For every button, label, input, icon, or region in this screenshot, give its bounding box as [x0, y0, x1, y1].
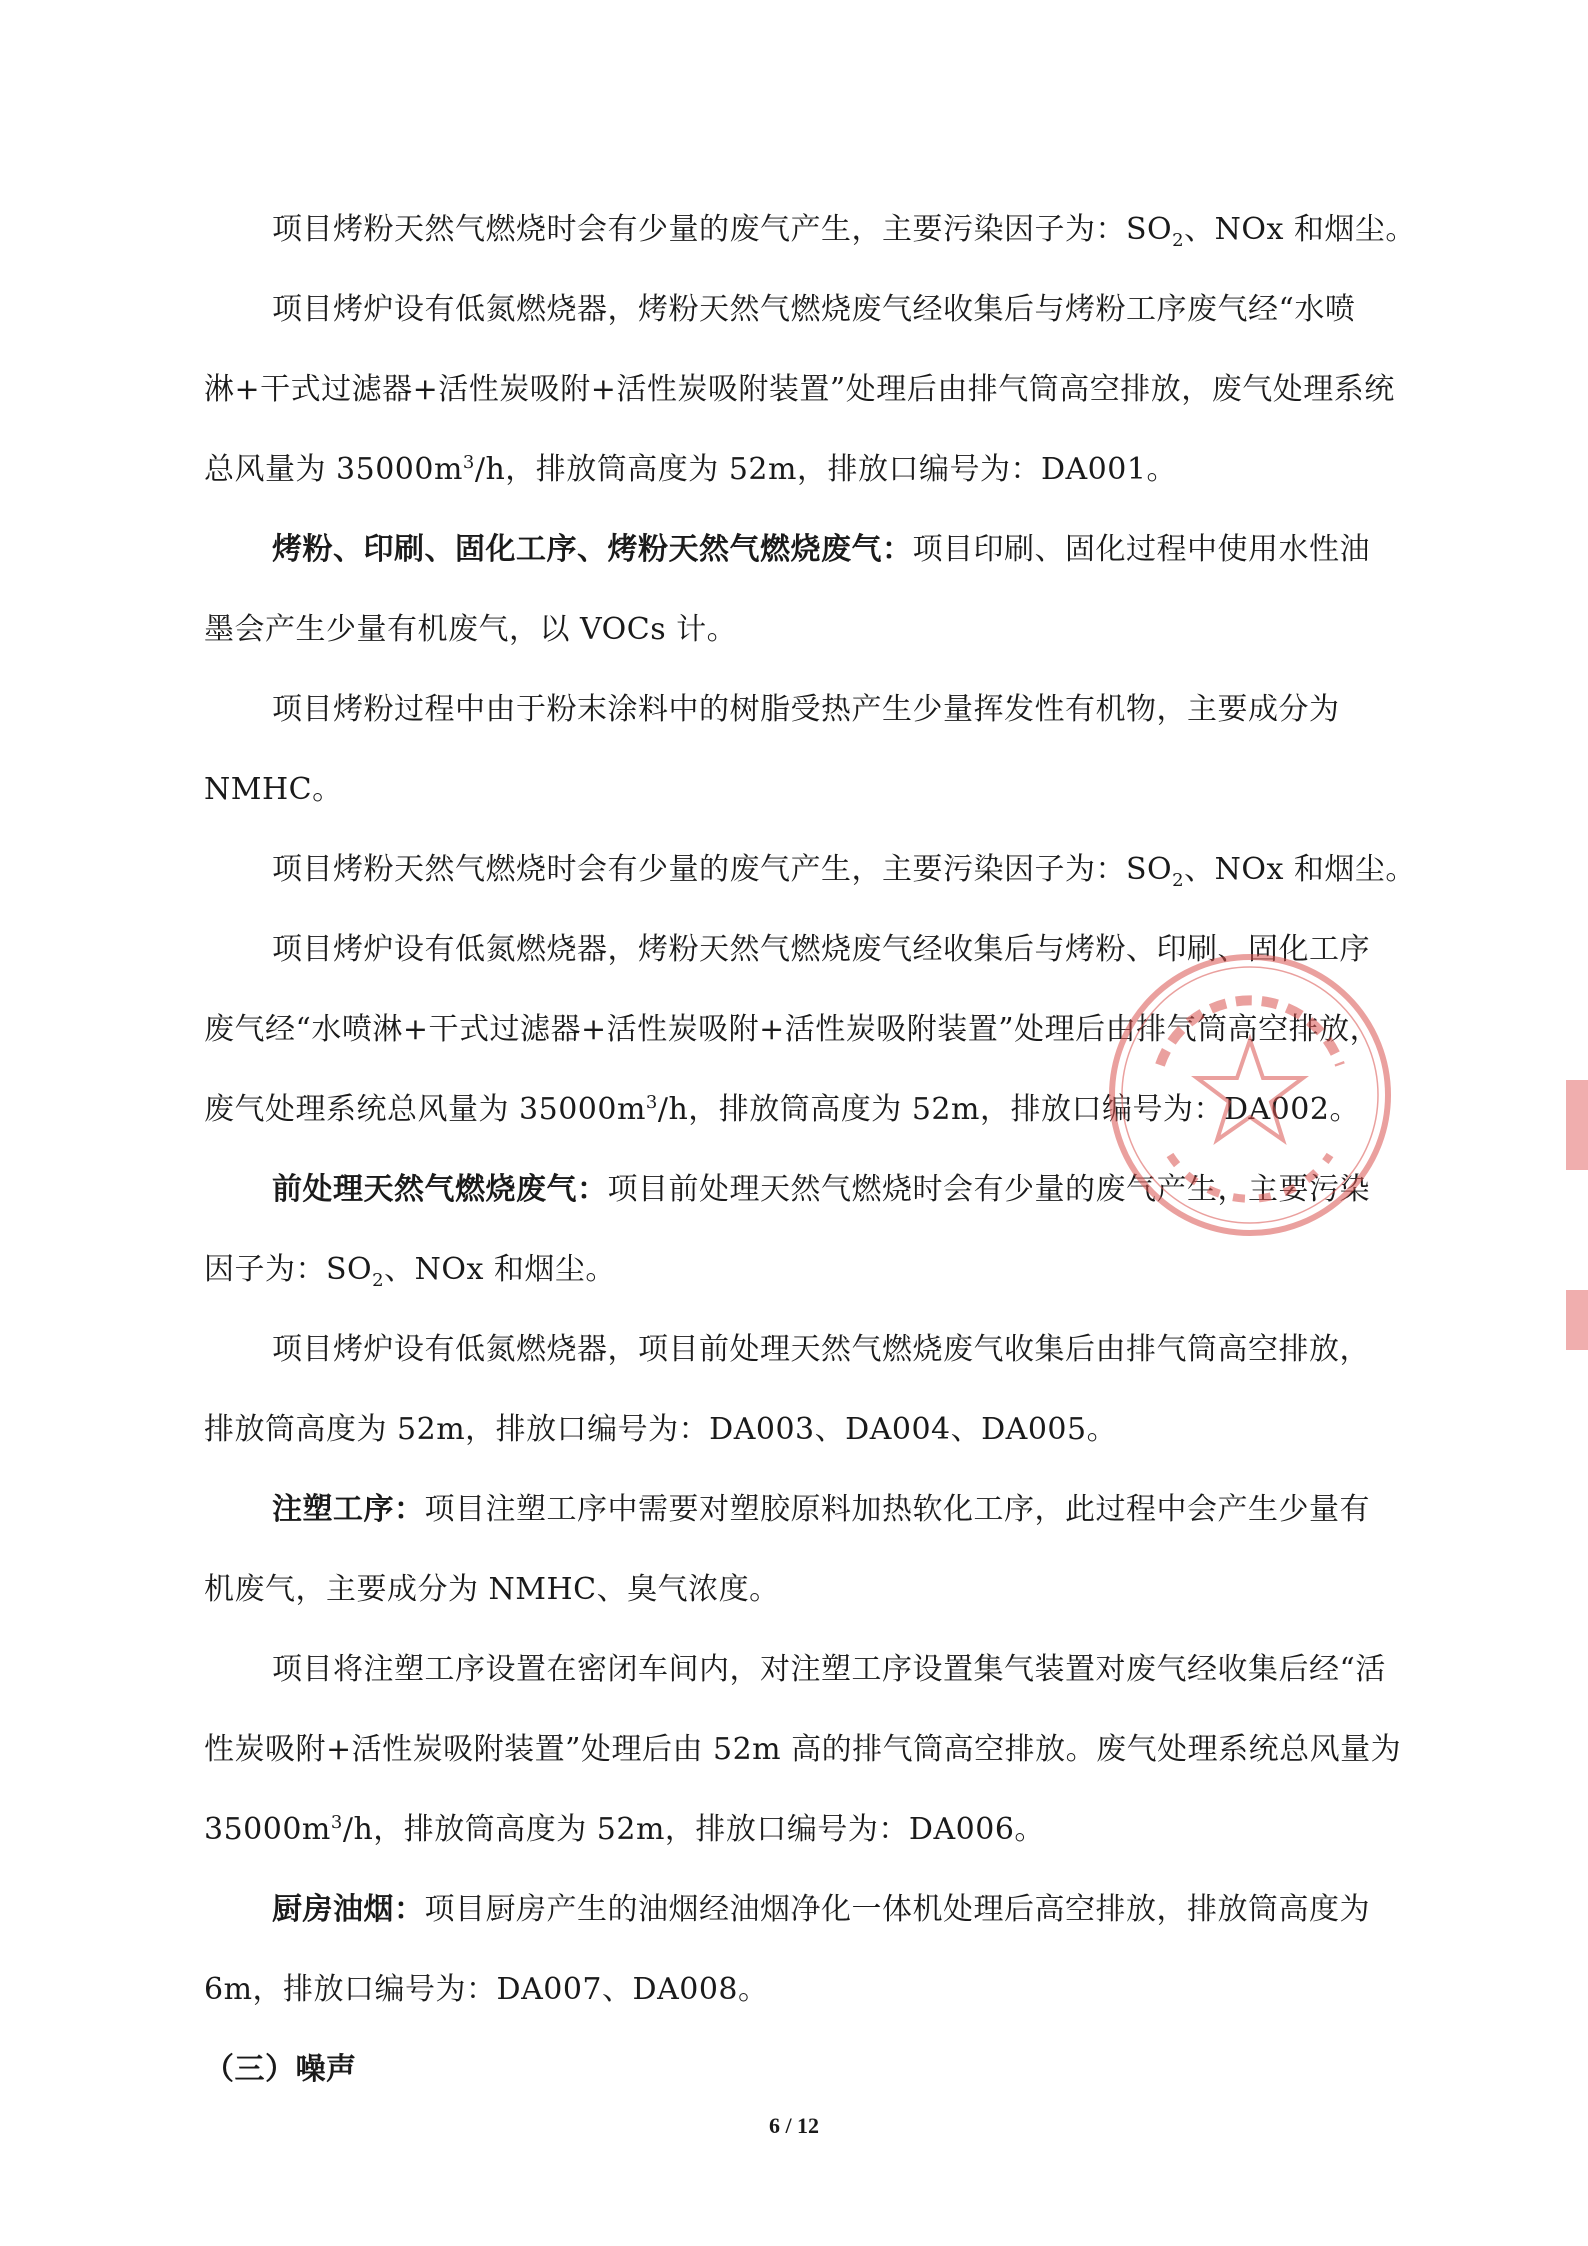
- paragraph-heading: 烤粉、印刷、固化工序、烤粉天然气燃烧废气：: [272, 532, 913, 567]
- paragraph-line: 厨房油烟：项目厨房产生的油烟经油烟净化一体机处理后高空排放，排放筒高度为: [272, 1892, 1370, 1927]
- paragraph-line: 前处理天然气燃烧废气：项目前处理天然气燃烧时会有少量的废气产生，主要污染: [272, 1172, 1370, 1207]
- paragraph-line: 因子为：$SO_2$、NOx 和烟尘。: [204, 1252, 616, 1291]
- paragraph-heading: 前处理天然气燃烧废气：: [272, 1172, 608, 1207]
- paragraph-line: 项目烤粉天然气燃烧时会有少量的废气产生，主要污染因子为：$SO_2$、NOx 和烟尘。: [272, 212, 1416, 251]
- cross-page-seal-mark: [1566, 1080, 1588, 1170]
- section-heading: （三）噪声: [204, 2052, 357, 2087]
- company-seal-stamp: [1100, 945, 1400, 1245]
- paragraph-line: 6m，排放口编号为：DA007、DA008。: [204, 1972, 769, 2007]
- paragraph-line: 废气处理系统总风量为 $35000m^3/h$，排放筒高度为 52m，排放口编号为：DA002。: [204, 1092, 1360, 1127]
- star-icon: [1197, 1040, 1303, 1140]
- paragraph-line: 排放筒高度为 52m，排放口编号为：DA003、DA004、DA005。: [204, 1412, 1118, 1447]
- page-number: 6 / 12: [768, 2113, 820, 2138]
- paragraph-line: 烤粉、印刷、固化工序、烤粉天然气燃烧废气：项目印刷、固化过程中使用水性油: [272, 532, 1370, 567]
- paragraph-line: 墨会产生少量有机废气，以 VOCs 计。: [204, 612, 738, 647]
- paragraph-line: 项目烤炉设有低氮燃烧器，项目前处理天然气燃烧废气收集后由排气筒高空排放，: [272, 1332, 1370, 1367]
- paragraph-line: 项目烤炉设有低氮燃烧器，烤粉天然气燃烧废气经收集后与烤粉、印刷、固化工序: [272, 932, 1370, 967]
- paragraph-line: 性炭吸附+活性炭吸附装置”处理后由 52m 高的排气筒高空排放。废气处理系统总风量为: [204, 1732, 1402, 1767]
- paragraph-line: 项目将注塑工序设置在密闭车间内，对注塑工序设置集气装置对废气经收集后经“活: [272, 1652, 1386, 1687]
- paragraph-heading: 厨房油烟：: [272, 1892, 425, 1927]
- paragraph-line: 注塑工序：项目注塑工序中需要对塑胶原料加热软化工序，此过程中会产生少量有: [272, 1492, 1370, 1527]
- paragraph-line: 总风量为 $35000m^3/h$，排放筒高度为 52m，排放口编号为：DA001。: [204, 452, 1177, 487]
- cross-page-seal-mark: [1566, 1290, 1588, 1350]
- paragraph-line: 项目烤粉天然气燃烧时会有少量的废气产生，主要污染因子为：$SO_2$、NOx 和烟尘。: [272, 852, 1416, 891]
- paragraph-line: 淋+干式过滤器+活性炭吸附+活性炭吸附装置”处理后由排气筒高空排放，废气处理系统: [204, 372, 1395, 407]
- paragraph-line: 机废气，主要成分为 NMHC、臭气浓度。: [204, 1572, 780, 1607]
- paragraph-line: $35000m^3/h$，排放筒高度为 52m，排放口编号为：DA006。: [204, 1812, 1045, 1847]
- paragraph-line: 项目烤炉设有低氮燃烧器，烤粉天然气燃烧废气经收集后与烤粉工序废气经“水喷: [272, 292, 1356, 327]
- paragraph-line: NMHC。: [204, 772, 343, 807]
- paragraph-heading: 注塑工序：: [272, 1492, 425, 1527]
- paragraph-line: 项目烤粉过程中由于粉末涂料中的树脂受热产生少量挥发性有机物，主要成分为: [272, 692, 1340, 727]
- paragraph-line: 废气经“水喷淋+干式过滤器+活性炭吸附+活性炭吸附装置”处理后由排气筒高空排放，: [204, 1012, 1381, 1047]
